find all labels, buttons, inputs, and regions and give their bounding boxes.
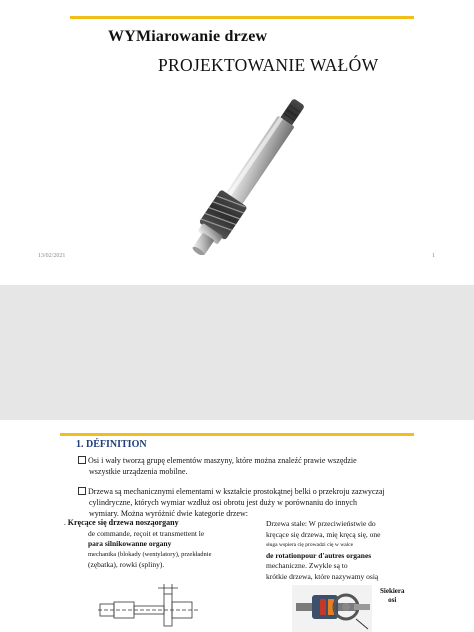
bullet-definition-2: Drzewa są mechanicznymi elementami w kształcie prostokątnej belki o przekroju zazwyczaj cylindryczne, których wymiar wzdłuż osi obrotu jest duży w porównaniu do innych wymiary. Można wyróżnić dwie kategorie drzew:: [78, 486, 418, 519]
rotating-shafts-lead: Kręcące się drzewa nosząorgany: [67, 518, 179, 527]
slide-gap: [0, 285, 474, 420]
axle-label: Siekiera osi: [380, 587, 405, 604]
slide-page-number: 1: [432, 253, 435, 259]
helical-gear-shaft-image: [150, 95, 350, 255]
bullet-box-icon: [78, 487, 86, 495]
slide-subtitle: PROJEKTOWANIE WAŁÓW: [158, 55, 379, 75]
bullet-definition-1: Osi i wały tworzą grupę elementów maszyny, które można znaleźć prawie wszędzie wszystkie urządzenia mobilne.: [78, 455, 418, 477]
slide-2: [0, 420, 474, 632]
section-heading: 1. DÉFINITION: [76, 439, 147, 450]
rotating-shafts-column: . Kręcące się drzewa nosząorgany de commande, reçoit et transmettent le para silnikowanne organy mechanika (blokady (wentylatory), przekładnie (zębatka), rowki (spliny).: [64, 518, 212, 569]
slide-1: [0, 0, 474, 285]
bullet-box-icon: [78, 456, 86, 464]
heading-accent-bar: [60, 433, 414, 436]
slide-title: WYMiarowanie drzew: [108, 28, 268, 45]
shaft-technical-drawing: [98, 580, 198, 632]
title-accent-bar: [70, 16, 414, 19]
slide-date: 13/02/2021: [38, 253, 66, 259]
fixed-shafts-column: Drzewa stałe: W przeciwieństwie do kręcące się drzewa, mię kręcą się, one sługa wspiera cię prowadzi cię w walce de rotationpour d'autres organes mechaniczne. Zwykle są to krótkie drzewa, które nazywamy osią: [266, 519, 381, 581]
wheel-axle-image: [292, 585, 372, 632]
